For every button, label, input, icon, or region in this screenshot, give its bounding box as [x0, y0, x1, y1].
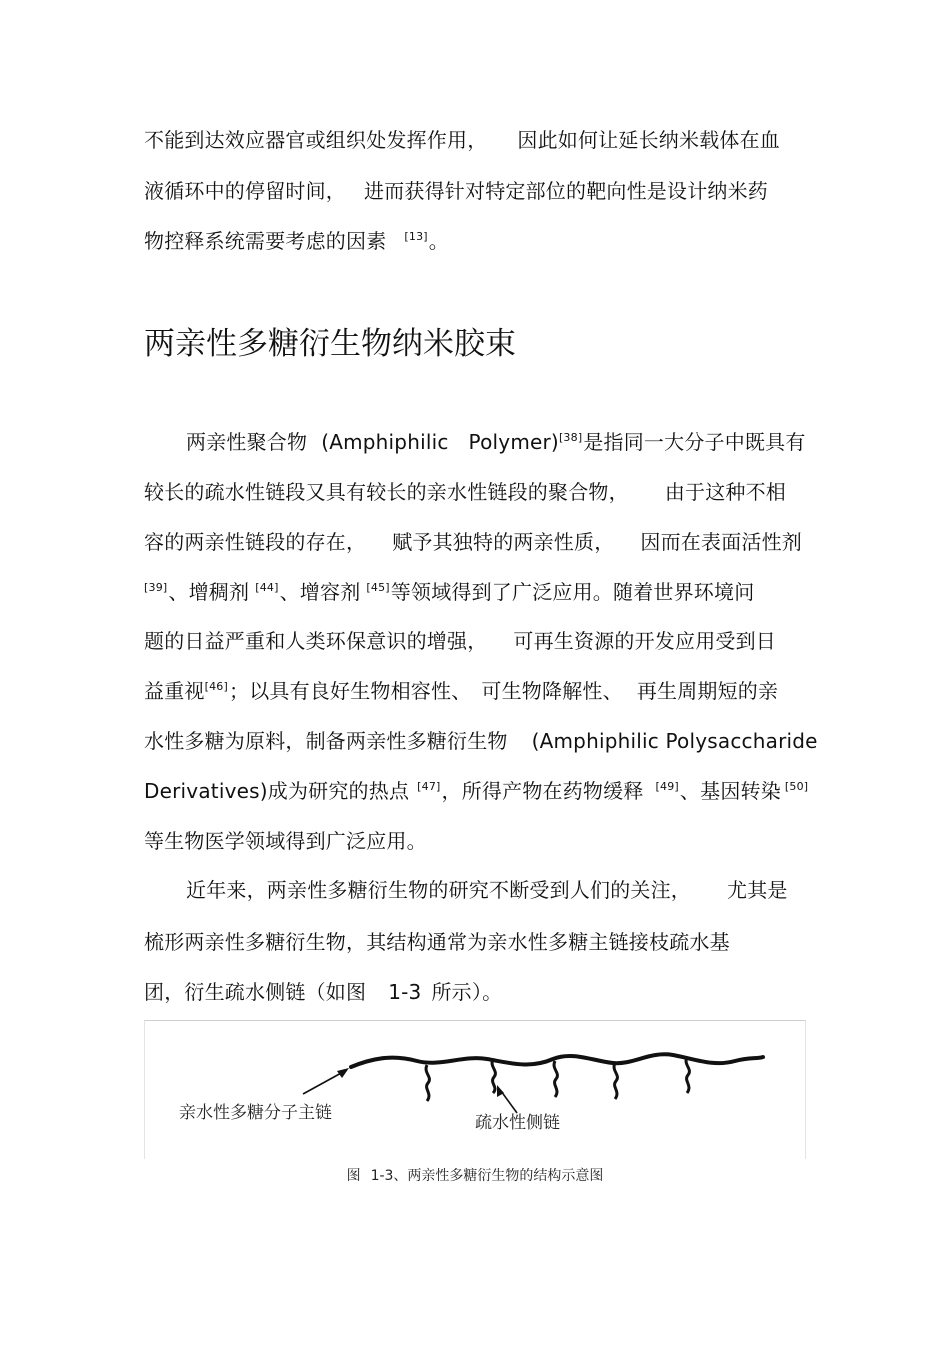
intro-text: 液循环中的停留时间，	[144, 179, 346, 203]
para-text: 题的日益严重和人类环保意识的增强，	[144, 629, 488, 653]
para1-line-6	[144, 677, 778, 709]
para-text: 团，衍生疏水侧链（如图	[144, 980, 367, 1004]
comb-polymer-diagram	[145, 1021, 805, 1159]
para-text: 可再生资源的开发应用受到日	[513, 629, 777, 653]
para-text: 因而在表面活性剂	[640, 530, 803, 554]
para-text: 益重视	[144, 679, 205, 703]
intro-text: 物控释系统需要考虑的因素	[144, 229, 387, 253]
para-text: 、增稠剂	[168, 580, 250, 604]
citation: [39]	[144, 581, 168, 594]
para-text: ，所得产物在药物缓释	[441, 779, 644, 803]
intro-text: 不能到达效应器官或组织处发挥作用，	[144, 128, 488, 152]
side-chain-arrowhead	[497, 1085, 504, 1097]
para1-line-4	[144, 578, 754, 610]
citation: [46]	[204, 680, 228, 693]
citation: [38]	[558, 431, 583, 444]
para-text: 梳形两亲性多糖衍生物，其结构通常为亲水性多糖主链接枝疏水基	[144, 930, 730, 954]
para-text: 较长的疏水性链段又具有较长的亲水性链段的聚合物，	[144, 480, 629, 504]
para-text: Polymer)	[468, 430, 559, 454]
citation: [13]	[404, 230, 428, 243]
para1-line-8	[144, 777, 809, 809]
para-text: 再生周期短的亲	[636, 679, 779, 703]
para1-line-3	[144, 528, 802, 556]
side-chain	[614, 1063, 617, 1099]
para-text: 可生物降解性、	[481, 679, 623, 703]
figure-caption	[0, 1166, 950, 1186]
intro-text: 进而获得针对特定部位的靶向性是设计纳米药	[364, 179, 768, 203]
para-text: 赋予其独特的两亲性质，	[392, 530, 615, 554]
citation: [49]	[655, 780, 679, 793]
para-text: (Amphiphilic Polysaccharide	[531, 729, 818, 753]
side-chain	[426, 1065, 429, 1101]
para2-line-1	[186, 876, 788, 904]
para2-line-3	[144, 978, 502, 1006]
para-text: 是指同一大分子中既具有	[583, 430, 806, 454]
para-text: 等生物医学领域得到广泛应用。	[144, 829, 427, 853]
side-chain	[686, 1057, 689, 1093]
side-chain	[492, 1059, 495, 1093]
side-chain-label: 疏水性侧链	[475, 1113, 560, 1133]
para-text: 容的两亲性链段的存在，	[144, 530, 367, 554]
para2-line-2	[144, 928, 730, 956]
caption-text: 1-3、两亲性多糖衍生物的结构示意图	[370, 1168, 604, 1184]
main-chain-backbone	[351, 1054, 763, 1067]
para-text: Derivatives)成为研究的热点	[144, 779, 410, 803]
section-heading: 两亲性多糖衍生物纳米胶束	[144, 326, 516, 362]
comb-polymer-figure	[144, 1020, 806, 1159]
intro-line-1	[144, 126, 780, 154]
intro-text: 。	[428, 229, 449, 253]
main-chain-label: 亲水性多糖分子主链	[179, 1103, 332, 1123]
para-text: 两亲性聚合物	[186, 430, 308, 454]
para1-line-9	[144, 827, 427, 855]
para-text: 1-3	[388, 980, 422, 1004]
para-text: 所示）。	[431, 980, 503, 1004]
para-text: 尤其是	[727, 878, 788, 902]
intro-text: 因此如何让延长纳米载体在血	[517, 128, 781, 152]
caption-prefix: 图	[346, 1168, 361, 1184]
citation: [50]	[784, 780, 809, 793]
citation: [45]	[366, 581, 390, 594]
para1-line-1	[186, 428, 806, 460]
para1-line-2	[144, 478, 786, 506]
para-text: 、基因转染	[679, 779, 781, 803]
para-text: 由于这种不相	[664, 480, 787, 504]
para1-line-7	[144, 727, 818, 755]
para-text: (Amphiphilic	[321, 430, 449, 454]
citation: [44]	[255, 581, 279, 594]
para1-line-5	[144, 627, 776, 655]
side-chain-arrow	[501, 1091, 517, 1113]
para-text: 等领域得到了广泛应用。随着世界环境问	[390, 580, 755, 604]
citation: [47]	[417, 780, 441, 793]
para-text: 、增容剂	[279, 580, 361, 604]
intro-line-2	[144, 177, 768, 205]
para-text: 近年来，两亲性多糖衍生物的研究不断受到人们的关注，	[186, 878, 691, 902]
para-text: 水性多糖为原料，制备两亲性多糖衍生物	[144, 729, 508, 753]
main-chain-arrow	[303, 1072, 343, 1094]
side-chain	[554, 1061, 557, 1097]
intro-line-3	[144, 227, 449, 259]
main-chain-arrowhead	[337, 1068, 349, 1078]
para-text: ；以具有良好生物相容性、	[229, 679, 472, 703]
